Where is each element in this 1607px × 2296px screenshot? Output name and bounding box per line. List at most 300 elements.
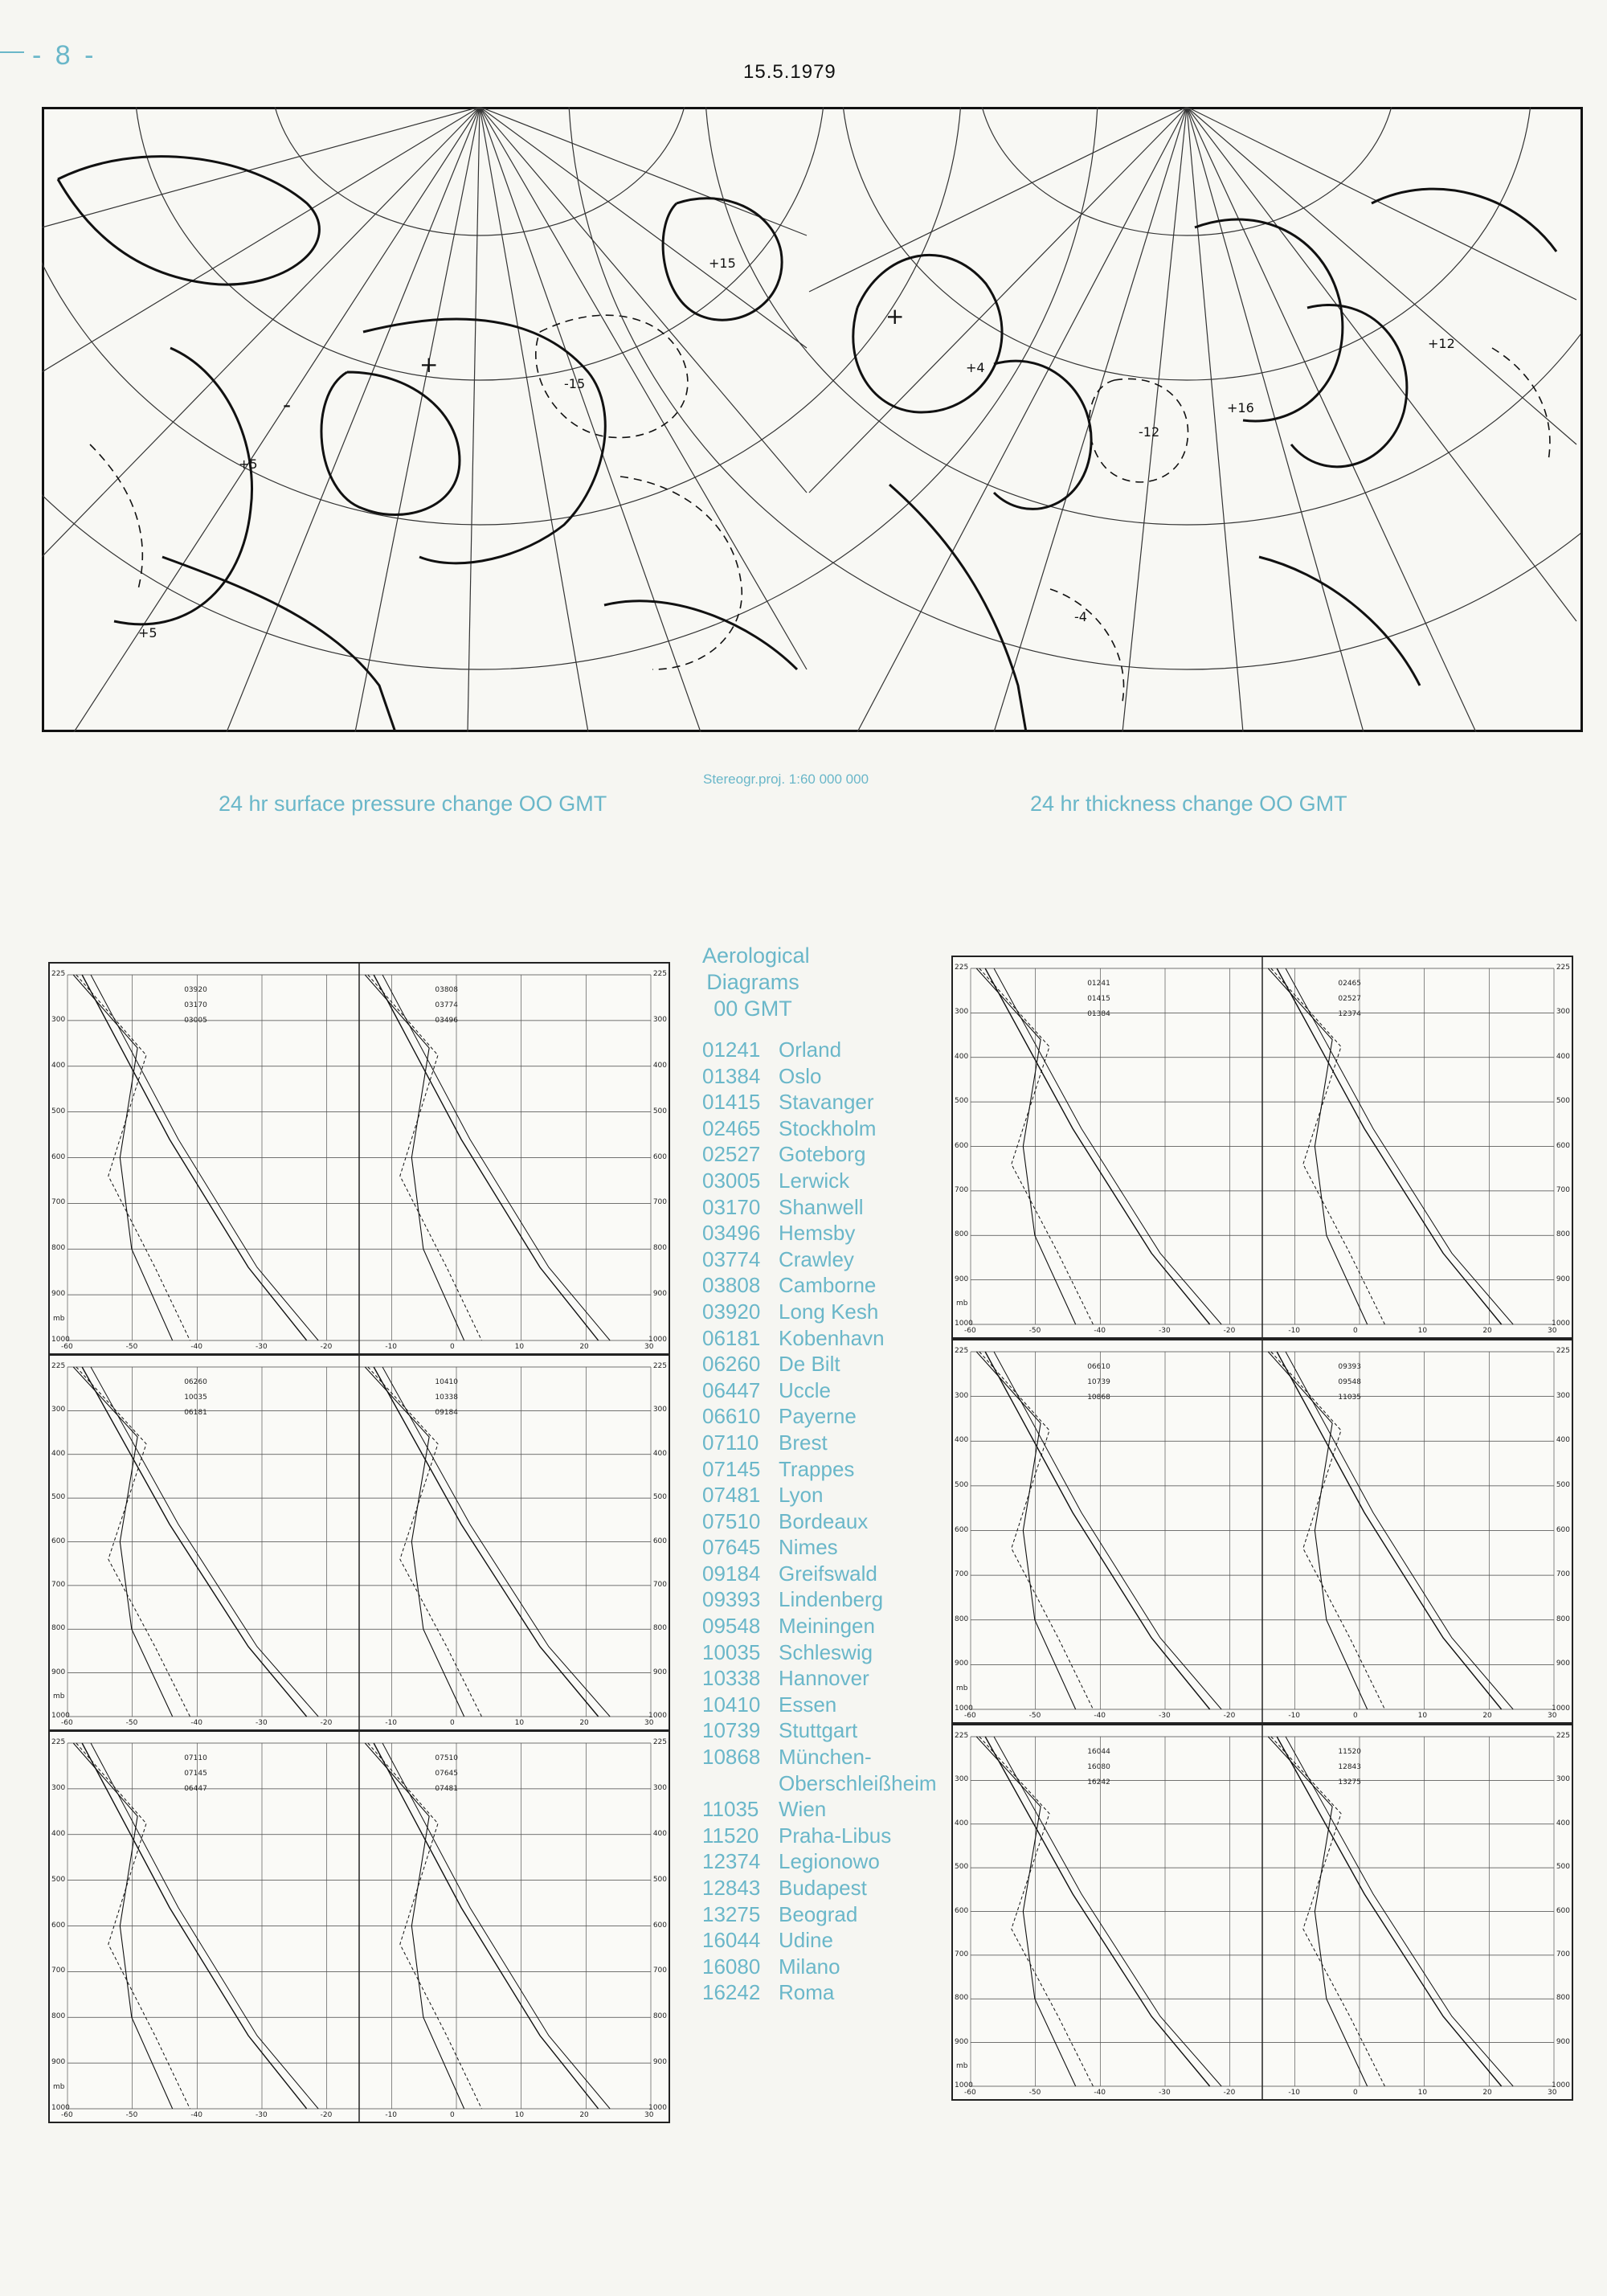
pressure-level-label: 700 (51, 1580, 66, 1589)
pressure-change-map (42, 107, 1098, 732)
legend-row (702, 1220, 959, 1246)
pressure-level-label: 800 (1556, 1230, 1570, 1239)
diagram-station-code: 03920 (184, 986, 207, 994)
pressure-level-label: 400 (1556, 1052, 1570, 1061)
station-code: 07481 (702, 1483, 761, 1508)
pressure-level-label: 225 (1556, 1347, 1570, 1355)
svg-text:+5: +5 (239, 456, 258, 472)
temperature-tick-label: -60 (61, 1343, 73, 1351)
temperature-tick-label: -50 (125, 1343, 138, 1351)
station-code: 03005 (702, 1168, 761, 1193)
station-code: 01384 (702, 1063, 761, 1088)
station-name: Meiningen (779, 1614, 875, 1639)
pressure-level-label: 600 (652, 1921, 667, 1930)
pressure-level-label: 600 (51, 1921, 66, 1930)
aerological-diagram-panel (951, 956, 1573, 1339)
pressure-level-label: 225 (652, 1738, 667, 1746)
legend-row (702, 1901, 959, 1928)
pressure-level-label: 300 (652, 1406, 667, 1414)
temperature-tick-label: -50 (125, 2111, 138, 2119)
pressure-level-label: 500 (51, 1875, 66, 1884)
station-name: Uccle (779, 1377, 832, 1402)
pressure-level-label: 900 (652, 1668, 667, 1676)
projection-caption: Stereogr.proj. 1:60 000 000 (703, 771, 869, 787)
station-name: Brest (779, 1430, 828, 1455)
pressure-level-label: 300 (51, 1406, 66, 1414)
temperature-tick-label: -30 (1159, 2089, 1171, 2097)
pressure-level-label: 225 (652, 970, 667, 978)
pressure-level-label: 700 (1556, 1950, 1570, 1958)
diagram-station-code: 10410 (435, 1378, 459, 1386)
pressure-level-label: 900 (652, 1290, 667, 1299)
pressure-level-label: 300 (652, 1015, 667, 1024)
temperature-tick-label: -10 (385, 1719, 398, 1727)
pressure-level-label: 1000 (51, 2104, 70, 2112)
station-code: 11035 (702, 1797, 759, 1822)
pressure-level-label: 900 (652, 2058, 667, 2067)
aerological-diagram-panel (48, 1730, 670, 2123)
temperature-tick-label: -30 (256, 1719, 268, 1727)
pressure-level-label: 400 (51, 1061, 66, 1070)
diagram-grid (953, 1340, 1572, 1722)
station-code: 06181 (702, 1325, 761, 1350)
pressure-level-label: 1000 (1552, 1705, 1570, 1713)
pressure-level-label: 800 (51, 1244, 66, 1253)
legend-row (702, 1954, 959, 1980)
pressure-level-label: 300 (1556, 1008, 1570, 1017)
pressure-level-label: 800 (51, 2012, 66, 2021)
legend-row (702, 1796, 959, 1823)
aerological-diagram-panel (48, 962, 670, 1355)
station-code: 01415 (702, 1090, 761, 1115)
pressure-level-label: 1000 (1552, 2081, 1570, 2089)
station-code: 03808 (702, 1273, 761, 1298)
station-code (702, 1770, 779, 1797)
pressure-level-label: 800 (652, 1624, 667, 1633)
pressure-level-label: 500 (955, 1097, 969, 1106)
station-code: 07510 (702, 1508, 761, 1533)
pressure-level-label: 225 (955, 1732, 969, 1740)
pressure-level-label: 1000 (51, 1336, 70, 1344)
pressure-level-label: 300 (1556, 1391, 1570, 1400)
legend-row (702, 1639, 959, 1666)
temperature-tick-label: -60 (964, 1712, 976, 1720)
legend-row (702, 1246, 959, 1273)
station-code: 06260 (702, 1352, 761, 1377)
station-name: Oslo (779, 1063, 822, 1088)
diagram-station-code: 09548 (1338, 1378, 1362, 1386)
legend-row (702, 1430, 959, 1456)
pressure-level-label: 500 (652, 1493, 667, 1502)
legend-row (702, 1927, 959, 1954)
temperature-tick-label: 10 (1417, 1327, 1428, 1335)
station-name: Bordeaux (779, 1508, 869, 1533)
legend-row (702, 1456, 959, 1483)
station-code: 03496 (702, 1221, 761, 1246)
station-code: 03774 (702, 1246, 761, 1271)
legend-row (702, 1770, 959, 1797)
pressure-level-label: 900 (1556, 2037, 1570, 2046)
diagram-station-code: 12843 (1338, 1763, 1362, 1771)
pressure-level-label: 800 (1556, 1994, 1570, 2003)
temperature-tick-label: 10 (514, 1719, 525, 1727)
station-name: Lerwick (779, 1168, 850, 1193)
temperature-tick-label: -40 (1094, 1327, 1106, 1335)
pressure-level-label: 900 (51, 2058, 66, 2067)
pressure-level-label: 300 (51, 1015, 66, 1024)
pressure-level-label: 400 (955, 1436, 969, 1445)
legend-row (702, 1586, 959, 1613)
station-name: Oberschleißheim (779, 1770, 937, 1795)
pressure-level-label: 700 (955, 1570, 969, 1579)
station-code: 07645 (702, 1535, 761, 1560)
temperature-tick-label: 20 (579, 1343, 589, 1351)
temperature-tick-label: 20 (1482, 2089, 1492, 2097)
pressure-level-label: 900 (955, 2037, 969, 2046)
station-name: Crawley (779, 1246, 854, 1271)
temperature-tick-label: -40 (190, 1719, 203, 1727)
station-name: Wien (779, 1797, 827, 1822)
diagram-station-code: 10868 (1087, 1394, 1110, 1402)
unit-label: mb (956, 1299, 968, 1308)
diagram-station-code: 09184 (435, 1409, 459, 1417)
temperature-tick-label: 20 (1482, 1327, 1492, 1335)
station-code: 01241 (702, 1037, 761, 1062)
legend-row (702, 1482, 959, 1508)
temperature-tick-label: -30 (256, 2111, 268, 2119)
station-code: 12374 (702, 1849, 761, 1874)
station-name: Long Kesh (779, 1299, 879, 1324)
pressure-level-label: 1000 (648, 2104, 667, 2112)
unit-label: mb (956, 1684, 968, 1692)
pressure-level-label: 900 (955, 1660, 969, 1668)
temperature-tick-label: -60 (61, 2111, 73, 2119)
pressure-level-label: 800 (652, 2012, 667, 2021)
diagram-grid (50, 1732, 669, 2122)
pressure-level-label: 225 (51, 1738, 66, 1746)
diagram-station-code: 11520 (1338, 1748, 1362, 1756)
station-name: Milano (779, 1954, 840, 1979)
temperature-tick-label: -60 (964, 1327, 976, 1335)
temperature-tick-label: -30 (1159, 1327, 1171, 1335)
pressure-level-label: 500 (1556, 1097, 1570, 1106)
legend-row (702, 1665, 959, 1692)
pressure-level-label: 900 (955, 1275, 969, 1283)
legend-title-line-3: 00 GMT (714, 997, 792, 1021)
pressure-level-label: 900 (1556, 1660, 1570, 1668)
station-name: Stavanger (779, 1090, 874, 1115)
aerological-legend-title (702, 943, 810, 1022)
diagram-station-code: 01384 (1087, 1010, 1110, 1018)
station-name: Goteborg (779, 1142, 866, 1167)
pressure-level-label: 500 (955, 1863, 969, 1872)
pressure-level-label: 225 (1556, 964, 1570, 972)
thickness-change-map (568, 107, 1580, 732)
legend-row (702, 1848, 959, 1875)
surface-pressure-caption: 24 hr surface pressure change OO GMT (219, 792, 607, 816)
temperature-tick-label: -40 (1094, 1712, 1106, 1720)
diagram-station-code: 16080 (1087, 1763, 1110, 1771)
pressure-level-label: 225 (955, 964, 969, 972)
svg-text:-12: -12 (1139, 424, 1160, 440)
temperature-tick-label: 0 (1353, 1327, 1358, 1335)
page-date: 15.5.1979 (743, 61, 836, 83)
diagram-station-code: 10739 (1087, 1378, 1110, 1386)
station-code: 11520 (702, 1823, 759, 1848)
legend-row (702, 1534, 959, 1561)
station-code: 13275 (702, 1901, 761, 1926)
diagram-station-code: 03170 (184, 1001, 207, 1009)
pressure-level-label: 300 (955, 1775, 969, 1784)
aerological-diagram-panel (951, 1724, 1573, 2101)
diagram-station-code: 07481 (435, 1785, 459, 1793)
pressure-level-label: 500 (652, 1107, 667, 1115)
diagram-station-code: 03808 (435, 986, 459, 994)
diagram-station-code: 07510 (435, 1754, 459, 1762)
diagram-station-code: 07645 (435, 1770, 459, 1778)
temperature-tick-label: 30 (1548, 1712, 1557, 1720)
pressure-level-label: 800 (652, 1244, 667, 1253)
pressure-level-label: 400 (51, 1829, 66, 1838)
station-name: Hemsby (779, 1221, 856, 1246)
pressure-level-label: 400 (652, 1449, 667, 1458)
diagram-station-code: 07110 (184, 1754, 207, 1762)
station-name: Nimes (779, 1535, 838, 1560)
pressure-level-label: 1000 (955, 2081, 973, 2089)
diagram-station-code: 03005 (184, 1017, 207, 1025)
legend-row (702, 1168, 959, 1194)
pressure-level-label: 225 (955, 1347, 969, 1355)
station-code: 16044 (702, 1928, 761, 1953)
pressure-level-label: 300 (955, 1008, 969, 1017)
svg-text:+12: +12 (1428, 336, 1455, 351)
legend-row (702, 1299, 959, 1325)
station-name: Schleswig (779, 1639, 873, 1664)
station-code: 10868 (702, 1745, 761, 1770)
diagram-station-code: 11035 (1338, 1394, 1362, 1402)
temperature-tick-label: 30 (644, 1343, 654, 1351)
pressure-level-label: 500 (652, 1875, 667, 1884)
thickness-caption: 24 hr thickness change OO GMT (1030, 792, 1347, 816)
diagram-station-code: 06447 (184, 1785, 207, 1793)
legend-row (702, 1744, 959, 1770)
pressure-level-label: 700 (955, 1185, 969, 1194)
station-code: 03920 (702, 1299, 761, 1324)
station-name: Greifswald (779, 1561, 877, 1586)
temperature-tick-label: 30 (644, 1719, 654, 1727)
legend-row (702, 1717, 959, 1744)
temperature-tick-label: 30 (1548, 1327, 1557, 1335)
diagram-station-code: 09393 (1338, 1363, 1362, 1371)
pressure-level-label: 600 (1556, 1525, 1570, 1534)
temperature-tick-label: -50 (1028, 2089, 1041, 2097)
station-name: Camborne (779, 1273, 877, 1298)
svg-text:+: + (885, 303, 905, 329)
temperature-tick-label: -30 (1159, 1712, 1171, 1720)
pressure-level-label: 800 (1556, 1615, 1570, 1623)
pressure-level-label: 400 (1556, 1436, 1570, 1445)
pressure-level-label: 500 (1556, 1863, 1570, 1872)
temperature-tick-label: 0 (1353, 1712, 1358, 1720)
diagram-grid (50, 964, 669, 1353)
aerological-diagram-panel (48, 1354, 670, 1731)
svg-text:+15: +15 (709, 256, 736, 271)
station-code: 16080 (702, 1954, 761, 1979)
temperature-tick-label: -50 (1028, 1712, 1041, 1720)
pressure-level-label: 1000 (1552, 1320, 1570, 1328)
station-name: Beograd (779, 1901, 858, 1926)
temperature-tick-label: -10 (385, 2111, 398, 2119)
station-code: 10338 (702, 1666, 761, 1691)
pressure-level-label: 1000 (955, 1705, 973, 1713)
station-code: 10410 (702, 1692, 761, 1717)
temperature-tick-label: 30 (644, 2111, 654, 2119)
station-name: Roma (779, 1980, 835, 2005)
page-number: - 8 - (32, 40, 97, 71)
pressure-level-label: 400 (51, 1449, 66, 1458)
pressure-level-label: 400 (955, 1052, 969, 1061)
temperature-tick-label: 0 (450, 2111, 455, 2119)
legend-row (702, 1351, 959, 1377)
diagram-grid (50, 1356, 669, 1729)
station-code: 03170 (702, 1194, 761, 1219)
station-name: Legionowo (779, 1849, 880, 1874)
diagram-station-code: 10035 (184, 1394, 207, 1402)
weather-maps (42, 107, 1580, 732)
svg-text:-15: -15 (564, 376, 586, 391)
temperature-tick-label: -10 (1288, 1712, 1301, 1720)
pressure-level-label: 400 (652, 1061, 667, 1070)
pressure-level-label: 800 (955, 1230, 969, 1239)
pressure-level-label: 1000 (648, 1712, 667, 1720)
station-name: Lyon (779, 1483, 824, 1508)
pressure-level-label: 900 (51, 1290, 66, 1299)
pressure-level-label: 500 (51, 1107, 66, 1115)
pressure-level-label: 700 (652, 1967, 667, 1975)
station-code: 09548 (702, 1614, 761, 1639)
svg-text:-4: -4 (1074, 609, 1087, 624)
svg-text:+: + (419, 351, 439, 378)
station-code: 16242 (702, 1980, 761, 2005)
diagram-grid (953, 1725, 1572, 2099)
station-name: Budapest (779, 1876, 867, 1900)
legend-row (702, 1115, 959, 1142)
station-name: Udine (779, 1928, 833, 1953)
pressure-level-label: 600 (1556, 1141, 1570, 1150)
legend-row (702, 1272, 959, 1299)
station-code: 10035 (702, 1639, 761, 1664)
diagram-station-code: 03774 (435, 1001, 459, 1009)
pressure-level-label: 225 (652, 1362, 667, 1370)
diagram-station-code: 02465 (1338, 980, 1362, 988)
pressure-level-label: 400 (1556, 1819, 1570, 1827)
diagram-station-code: 06610 (1087, 1363, 1110, 1371)
legend-row (702, 1325, 959, 1352)
diagram-station-code: 06260 (184, 1378, 207, 1386)
pressure-level-label: 1000 (51, 1712, 70, 1720)
station-name: Essen (779, 1692, 837, 1717)
temperature-tick-label: 0 (450, 1343, 455, 1351)
pressure-level-label: 400 (955, 1819, 969, 1827)
temperature-tick-label: -20 (1223, 1327, 1236, 1335)
diagram-station-code: 12374 (1338, 1010, 1362, 1018)
legend-row (702, 1823, 959, 1849)
station-code: 07145 (702, 1456, 761, 1481)
legend-title-line-2: Diagrams (706, 970, 799, 994)
pressure-level-label: 700 (1556, 1570, 1570, 1579)
temperature-tick-label: 10 (514, 2111, 525, 2119)
station-code: 12843 (702, 1876, 761, 1900)
legend-row (702, 1692, 959, 1718)
diagram-station-code: 13275 (1338, 1778, 1362, 1786)
station-code: 09184 (702, 1561, 761, 1586)
legend-row (702, 1037, 959, 1063)
pressure-level-label: 500 (955, 1480, 969, 1489)
pressure-level-label: 800 (955, 1615, 969, 1623)
temperature-tick-label: -60 (61, 1719, 73, 1727)
diagram-station-code: 01415 (1087, 995, 1110, 1003)
station-name: Stuttgart (779, 1718, 858, 1743)
station-name: Stockholm (779, 1115, 877, 1140)
diagram-station-code: 16242 (1087, 1778, 1110, 1786)
svg-text:+4: +4 (966, 360, 985, 375)
temperature-tick-label: -20 (1223, 2089, 1236, 2097)
temperature-tick-label: -20 (320, 1719, 333, 1727)
station-code: 07110 (702, 1430, 759, 1455)
temperature-tick-label: -60 (964, 2089, 976, 2097)
pressure-level-label: 700 (652, 1580, 667, 1589)
temperature-tick-label: -10 (385, 1343, 398, 1351)
diagram-station-code: 06181 (184, 1409, 207, 1417)
pressure-level-label: 225 (51, 1362, 66, 1370)
temperature-tick-label: -40 (1094, 2089, 1106, 2097)
svg-text:+16: +16 (1227, 400, 1254, 415)
legend-row (702, 1561, 959, 1587)
temperature-tick-label: -20 (1223, 1712, 1236, 1720)
pressure-level-label: 800 (955, 1994, 969, 2003)
station-name: Orland (779, 1037, 842, 1062)
pressure-level-label: 300 (955, 1391, 969, 1400)
station-legend (702, 1037, 959, 2006)
legend-row (702, 1875, 959, 1901)
temperature-tick-label: 10 (1417, 1712, 1428, 1720)
pressure-level-label: 700 (51, 1198, 66, 1207)
pressure-level-label: 600 (51, 1537, 66, 1545)
temperature-tick-label: -50 (1028, 1327, 1041, 1335)
pressure-level-label: 400 (652, 1829, 667, 1838)
station-code: 09393 (702, 1587, 761, 1612)
temperature-tick-label: -10 (1288, 1327, 1301, 1335)
station-code: 06610 (702, 1404, 761, 1429)
diagram-station-code: 03496 (435, 1017, 459, 1025)
diagram-station-code: 01241 (1087, 980, 1110, 988)
station-name: München- (779, 1745, 872, 1770)
legend-row (702, 1508, 959, 1535)
station-code: 10739 (702, 1718, 761, 1743)
temperature-tick-label: -30 (256, 1343, 268, 1351)
pressure-level-label: 600 (1556, 1906, 1570, 1915)
temperature-tick-label: -50 (125, 1719, 138, 1727)
pressure-level-label: 700 (652, 1198, 667, 1207)
temperature-tick-label: -40 (190, 1343, 203, 1351)
temperature-tick-label: 30 (1548, 2089, 1557, 2097)
pressure-level-label: 600 (652, 1537, 667, 1545)
svg-text:+5: +5 (138, 625, 157, 641)
pressure-level-label: 600 (652, 1152, 667, 1161)
diagram-station-code: 02527 (1338, 995, 1362, 1003)
station-name: Hannover (779, 1666, 869, 1691)
pressure-level-label: 1000 (955, 1320, 973, 1328)
